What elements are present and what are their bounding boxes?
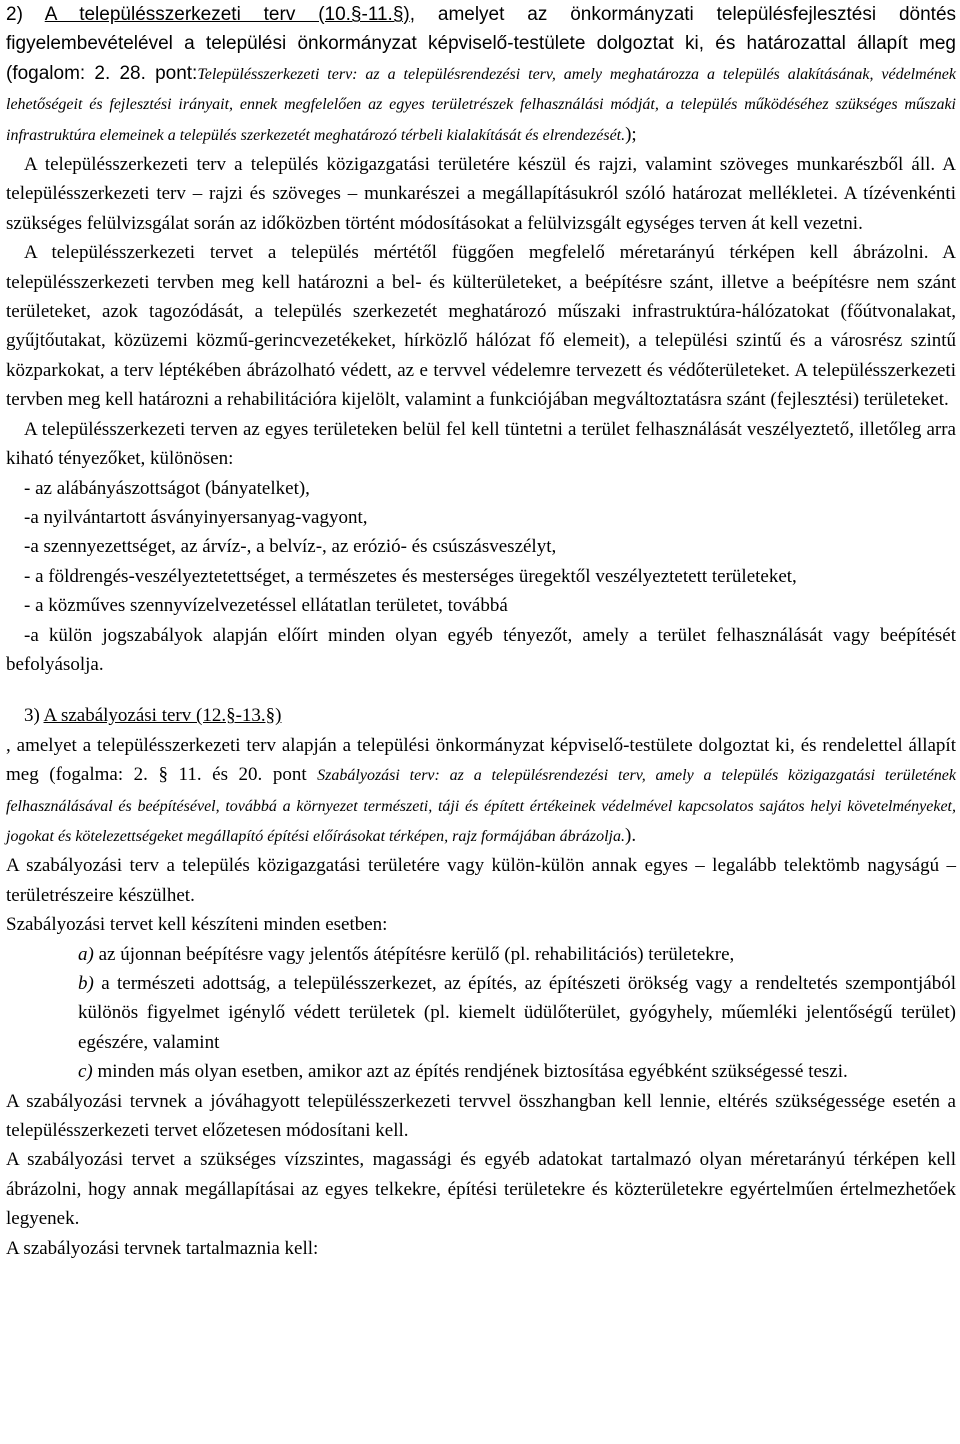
case-item-b xyxy=(6,969,956,1057)
list-item: - a közműves szennyvízelvezetéssel ellátatlan területet, továbbá xyxy=(24,595,508,617)
section-2-paragraph-2: A településszerkezeti tervet a település mértétől függően megfelelő méretarányú térképen kell ábrázolni. A településszerkezeti tervben meg kell határozni a bel- és külterületeket, a beépítésre szánt, illetve a beépítésre nem szánt területeket, azok tagozódását, a település szerkezetét meghatározó műszaki infrastruktúra-hálózatokat (főútvonalakat, gyűjtőutakat, közüzemi közmű-gerincvezetékeket, hírközlő hálózat fő elemeit), a települési szintű és a városrész szintű közparkokat, a terv léptékében ábrázolható védett, az e tervvel védelemre tervezett és védőterületeket. A településszerkezeti tervben meg kell határozni a rehabilitációra kijelölt, valamint a funkciójában megváltoztatásra szánt (fejlesztési) területeket. xyxy=(6,242,956,411)
section-3-intro-text: , amelyet a településszerkezeti terv alapján a települési önkormányzat képviselő-testülete dolgoztat ki, és rendelettel állapít meg (fogalma: 2. § 11. és 20. pont xyxy=(6,734,956,786)
section-3-definition: Szabályozási terv: az a településrendezési terv, amely a település közigazgatási területének felhasználásával és beépítésével, továbbá a környezet természeti, táji és épített értékeinek védelmével kapcsolatos sajátos helyi követelményeket, jogokat és kötelezettségeket megállapító építési előírásokat térképen, rajz formájában ábrázolja. xyxy=(6,767,956,845)
section-3-close: ). xyxy=(625,824,637,846)
case-text: a természeti adottság, a településszerkezet, az építés, az építészeti örökség vagy a rendeltetés szempontjából különös figyelmet igénylő védett területek (pl. kiemelt üdülőterület, gyógyhely, műemléki jelentőségű terület) egészére, valamint xyxy=(78,973,956,1053)
case-text: minden más olyan esetben, amikor azt az építés rendjének biztosítása egyébként szükségessé teszi. xyxy=(92,1061,848,1083)
section-3-intro xyxy=(6,731,956,852)
list-item: -a nyilvántartott ásványinyersanyag-vagyont, xyxy=(24,506,368,528)
document-page xyxy=(6,0,956,1263)
section-3-title: A szabályozási terv (12.§-13.§) xyxy=(43,705,282,727)
list-item: - a földrengés-veszélyeztetettséget, a természetes és mesterséges üregektől veszélyeztetett területeket, xyxy=(24,565,797,587)
section-3-heading xyxy=(6,701,956,730)
case-text: az újonnan beépítésre vagy jelentős átépítésre kerülő (pl. rehabilitációs) területekre, xyxy=(93,943,735,965)
case-label: b) xyxy=(78,973,94,994)
section-2-paragraph-3: A településszerkezeti terven az egyes területeken belül fel kell tüntetni a terület felhasználását veszélyeztető, illetőleg arra kiható tényezőket, különösen: xyxy=(6,418,956,470)
section-2-title: A településszerkezeti terv (10.§-11.§) xyxy=(44,4,410,25)
section-3-paragraph-4: A szabályozási tervet a szükséges vízszintes, magassági és egyéb adatokat tartalmazó olyan méretarányú térképen kell ábrázolni, hogy annak megállapításai az egyes telkekre, építési területekre és közterületekre egyértelműen értelmezhetőek legyenek. xyxy=(6,1149,956,1230)
section-2-close: ); xyxy=(625,123,637,145)
section-2-paragraph-1: A településszerkezeti terv a település közigazgatási területére készül és rajzi, valamint szöveges munkarészből áll. A településszerkezeti terv – rajzi és szöveges – munkarészei a megállapításukról szóló határozat mellékletei. A tízévenkénti szükséges felülvizsgálat során az időközben történt módosításokat a felülvizsgált egységes terven át kell vezetni. xyxy=(6,154,956,234)
section-2-intro-text: , amelyet az önkormányzati településfejlesztési döntés figyelembevételével a települési önkormányzat képviselő-testülete dolgoztat ki, és határozattal állapít meg (fogalom: 2. 28. pont: xyxy=(6,4,957,84)
section-2-intro xyxy=(6,0,956,150)
list-item: - az alábányászottságot (bányatelket), xyxy=(24,477,310,499)
list-item: -a szennyezettséget, az árvíz-, a belvíz-, az erózió- és csúszásveszélyt, xyxy=(24,536,557,558)
section-2-definition: Településszerkezeti terv: az a településrendezési terv, amely meghatározza a település alakításának, védelmének lehetőségeit és fejlesztési irányait, ennek megfelelően az egyes területrészek felhasználási módját, a település működéséhez szükséges műszaki infrastruktúra elemeinek a település szerkezetét meghatározó térbeli kialakítását és elrendezését. xyxy=(6,65,956,144)
section-3-paragraph-2: Szabályozási tervet kell készíteni minden esetben: xyxy=(6,914,388,936)
section-3-number: 3) xyxy=(24,705,44,727)
section-3-paragraph-3: A szabályozási tervnek a jóváhagyott településszerkezeti tervvel összhangban kell lennie, eltérés szükségessége esetén a településszerkezeti tervet előzetesen módosítani kell. xyxy=(6,1090,956,1142)
case-item-c xyxy=(6,1057,956,1086)
list-item: -a külön jogszabályok alapján előírt minden olyan egyéb tényezőt, amely a terület felhasználását vagy beépítését befolyásolja. xyxy=(6,624,956,675)
case-label: c) xyxy=(78,1061,93,1083)
section-spacer xyxy=(6,679,956,701)
section-3-paragraph-5: A szabályozási tervnek tartalmaznia kell: xyxy=(6,1237,319,1259)
case-label: a) xyxy=(78,943,94,965)
section-2-number: 2) xyxy=(6,4,45,25)
case-item-a xyxy=(6,940,956,969)
section-3-paragraph-1: A szabályozási terv a település közigazgatási területére vagy külön-külön annak egyes – legalább telektömb nagyságú – területrészeire készülhet. xyxy=(6,855,956,906)
